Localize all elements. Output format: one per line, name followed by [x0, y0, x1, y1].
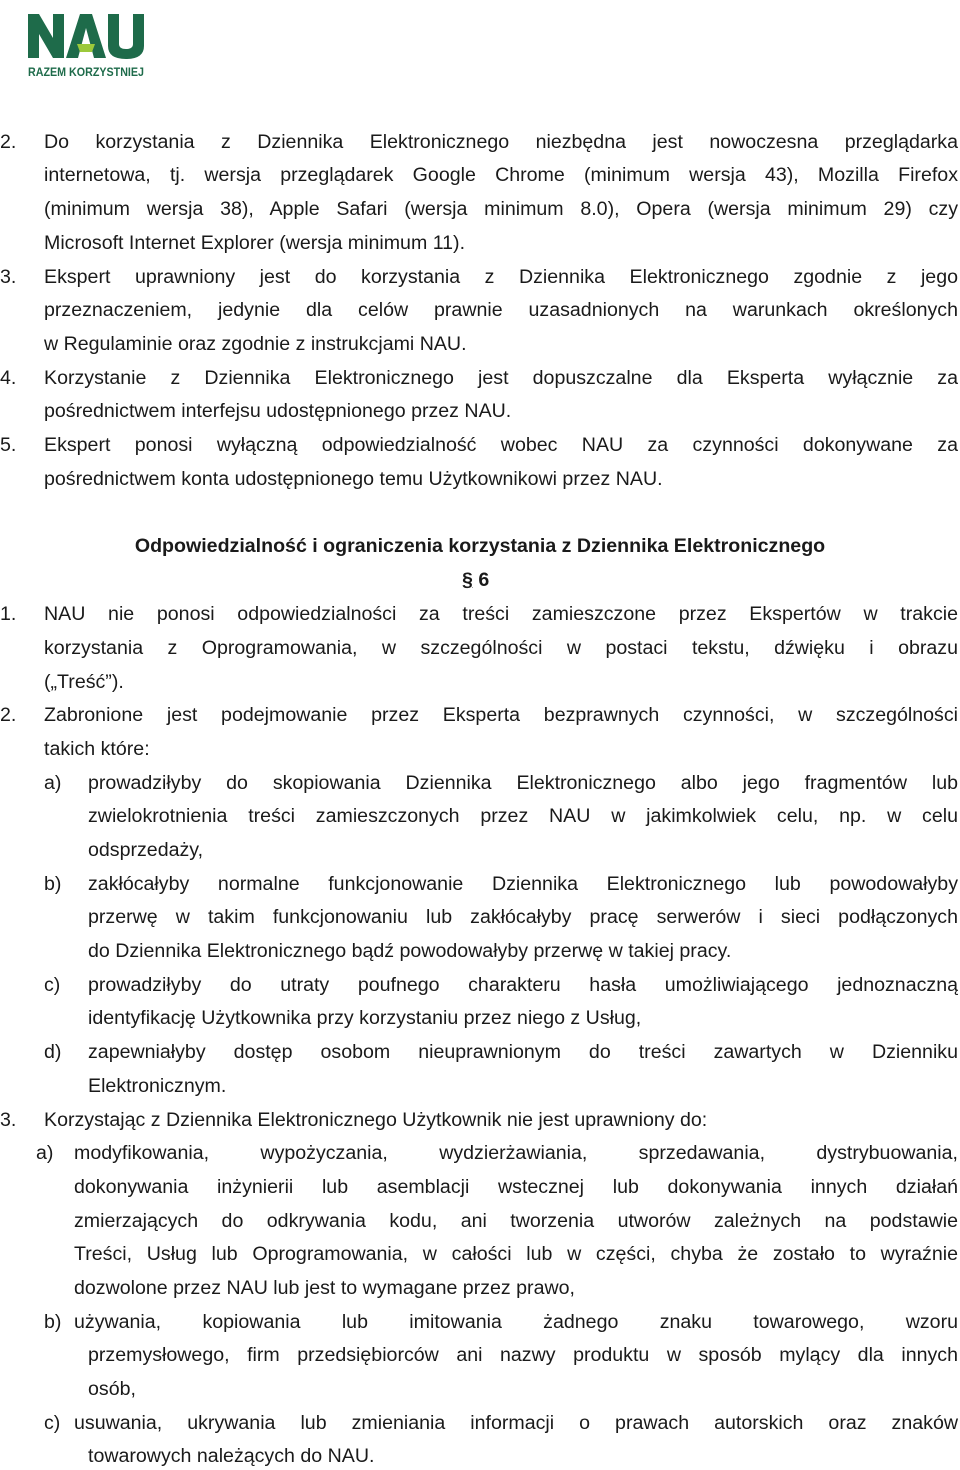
text-line: do Dziennika Elektronicznego bądź powodowałyby przerwę w takiej pracy. [88, 940, 732, 962]
text-line: („Treść”). [44, 671, 124, 693]
text-line: przemysłowego, firm przedsiębiorców ani nazwy produktu w sposób mylący dla innych [88, 1344, 958, 1366]
text-line: zwielokrotnienia treści zamieszczonych przez NAU w jakimkolwiek celu, np. w celu [88, 805, 958, 827]
text-line: pośrednictwem konta udostępnionego temu Użytkownikowi przez NAU. [44, 468, 663, 490]
sub-item-label: c) [44, 974, 61, 996]
item-number: 2. [0, 131, 17, 153]
sub-item-label: b) [44, 873, 62, 895]
text-line: dozwolone przez NAU lub jest to wymagane przez prawo, [74, 1277, 575, 1299]
sub-item-label: c) [44, 1412, 61, 1434]
text-line: dokonywania inżynierii lub asemblacji wstecznej lub dokonywania innych działań [74, 1176, 958, 1198]
paragraph-number [462, 568, 498, 592]
text-line: korzystania z Oprogramowania, w szczególności w postaci tekstu, dźwięku i obrazu [44, 637, 958, 659]
text-line: Korzystanie z Dziennika Elektronicznego jest dopuszczalne dla Eksperta wyłącznie za [44, 367, 958, 389]
sub-item-label: b) [44, 1311, 62, 1333]
text-line: Korzystając z Dziennika Elektronicznego Użytkownik nie jest uprawniony do: [44, 1109, 708, 1131]
text-line: NAU nie ponosi odpowiedzialności za treści zamieszczone przez Ekspertów w trakcie [44, 603, 958, 625]
sub-item-label: a) [36, 1142, 54, 1164]
paragraph-num: 6 [478, 569, 490, 591]
text-line: usuwania, ukrywania lub zmieniania informacji o prawach autorskich oraz znaków [74, 1412, 958, 1434]
text-line: Ekspert uprawniony jest do korzystania z Dziennika Elektronicznego zgodnie z jego [44, 266, 958, 288]
text-line: zmierzających do odkrywania kodu, ani tworzenia utworów zależnych na podstawie [74, 1210, 958, 1232]
text-line: Ekspert ponosi wyłączną odpowiedzialność wobec NAU za czynności dokonywane za [44, 434, 958, 456]
text-line: towarowych należących do NAU. [88, 1445, 375, 1467]
item-number: 3. [0, 266, 17, 288]
sub-item-label: d) [44, 1041, 62, 1063]
item-number: 3. [0, 1109, 17, 1131]
text-line: przeznaczeniem, jedynie dla celów prawnie uzasadnionych na warunkach określonych [44, 299, 958, 321]
text-line: Elektronicznym. [88, 1075, 227, 1097]
item-number: 5. [0, 434, 17, 456]
text-line: modyfikowania, wypożyczania, wydzierżawiania, sprzedawania, dystrybuowania, [74, 1142, 958, 1164]
logo-tagline: RAZEM KORZYSTNIEJ [28, 66, 144, 79]
text-line: odsprzedaży, [88, 839, 204, 861]
text-line: (minimum wersja 38), Apple Safari (wersja minimum 8.0), Opera (wersja minimum 29) czy [44, 198, 958, 220]
text-line: Zabronione jest podejmowanie przez Eksperta bezprawnych czynności, w szczególności [44, 704, 958, 726]
text-line: Do korzystania z Dziennika Elektronicznego niezbędna jest nowoczesna przeglądarka [44, 131, 958, 153]
text-line: prowadziłyby do skopiowania Dziennika Elektronicznego albo jego fragmentów lub [88, 772, 958, 794]
text-line: przerwę w takim funkcjonowaniu lub zakłócałyby pracę serwerów i sieci podłączonych [88, 906, 958, 928]
text-line: Microsoft Internet Explorer (wersja minimum 11). [44, 232, 466, 254]
item-number: 4. [0, 367, 17, 389]
text-line: w Regulaminie oraz zgodnie z instrukcjami NAU. [44, 333, 467, 355]
item-number: 2. [0, 704, 17, 726]
text-line: Treści, Usług lub Oprogramowania, w całości lub w części, chyba że zostało to wyraźnie [74, 1243, 958, 1265]
text-line: prowadziłyby do utraty poufnego charakteru hasła umożliwiającego jednoznaczną [88, 974, 958, 996]
text-line: używania, kopiowania lub imitowania żadnego znaku towarowego, wzoru [74, 1311, 958, 1333]
paragraph-sign: § [462, 569, 473, 591]
text-line: identyfikację Użytkownika przy korzystaniu przez niego z Usług, [88, 1007, 642, 1029]
item-number: 1. [0, 603, 17, 625]
text-line: pośrednictwem interfejsu udostępnionego przez NAU. [44, 400, 512, 422]
sub-item-label: a) [44, 772, 62, 794]
text-line: zapewniałyby dostęp osobom nieuprawnionym do treści zawartych w Dzienniku [88, 1041, 958, 1063]
section-heading: Odpowiedzialność i ograniczenia korzystania z Dziennika Elektronicznego [134, 535, 826, 557]
text-line: osób, [88, 1378, 136, 1400]
nau-logo [26, 6, 150, 82]
text-line: zakłócałyby normalne funkcjonowanie Dziennika Elektronicznego lub powodowałyby [88, 873, 958, 895]
text-line: takich które: [44, 738, 150, 760]
text-line: internetowa, tj. wersja przeglądarek Google Chrome (minimum wersja 43), Mozilla Firefox [44, 164, 958, 186]
